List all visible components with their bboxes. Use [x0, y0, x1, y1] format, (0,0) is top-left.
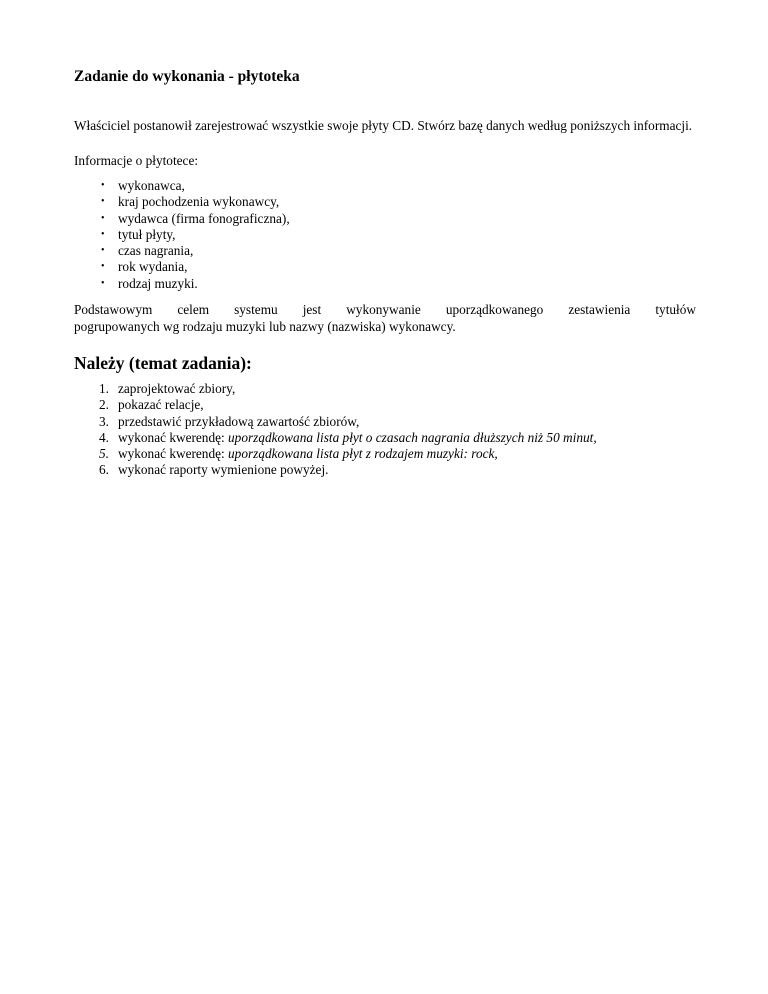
task-text: wykonać kwerendę:: [118, 429, 229, 445]
bullet-icon: •: [101, 277, 105, 289]
bullet-text: rodzaj muzyki.: [118, 275, 198, 291]
task-number: 1.: [99, 381, 109, 396]
task-number: 4.: [99, 429, 109, 445]
task-item: [74, 381, 597, 397]
summary-line-1: Podstawowym celem systemu jest wykonywanie uporządkowanego zestawienia tytułów: [74, 302, 696, 317]
task-number: 6.: [99, 462, 109, 478]
bullet-text: tytuł płyty,: [118, 226, 176, 242]
bullet-icon: •: [101, 180, 105, 191]
info-label: Informacje o płytotece:: [74, 153, 199, 168]
task-item: [74, 430, 597, 446]
bullet-item: [74, 194, 290, 210]
task-text: zaprojektować zbiory,: [118, 381, 236, 396]
summary-line-2: pogrupowanych wg rodzaju muzyki lub nazwy (nazwiska) wykonawcy.: [74, 318, 456, 334]
bullet-text: rok wydania,: [118, 259, 188, 275]
bullet-icon: •: [101, 228, 105, 240]
task-text: wykonać raporty wymienione powyżej.: [118, 462, 329, 478]
task-number: 2.: [99, 397, 109, 413]
task-text: przedstawić przykładową zawartość zbiorów,: [118, 413, 360, 429]
bullet-item: [74, 243, 290, 259]
task-text: pokazać relacje,: [118, 397, 204, 413]
intro-paragraph: Właściciel postanowił zarejestrować wszystkie swoje płyty CD. Stwórz bazę danych według poniższych informacji.: [74, 118, 693, 133]
task-number: 5.: [99, 446, 109, 462]
bullet-item: [74, 276, 290, 292]
task-item: [74, 397, 597, 413]
bullet-text: kraj pochodzenia wykonawcy,: [118, 194, 280, 210]
summary-paragraph: [74, 302, 696, 335]
bullet-item: [74, 211, 290, 227]
bullet-item: [74, 178, 290, 194]
task-text: wykonać kwerendę:: [118, 446, 229, 462]
document-title: Zadanie do wykonania - płytoteka: [74, 68, 300, 85]
bullet-text: czas nagrania,: [118, 243, 194, 259]
bullet-text: wykonawca,: [118, 178, 185, 193]
task-heading: Należy (temat zadania):: [74, 353, 252, 373]
bullet-icon: •: [101, 212, 105, 224]
task-emphasis: uporządkowana lista płyt o czasach nagrania dłuższych niż 50 minut,: [228, 429, 597, 445]
info-bullet-list: [74, 178, 290, 292]
bullet-text: wydawca (firma fonograficzna),: [118, 210, 290, 226]
task-list: [74, 381, 597, 479]
bullet-icon: •: [101, 261, 105, 273]
bullet-icon: •: [101, 196, 105, 208]
bullet-item: [74, 227, 290, 243]
bullet-icon: •: [101, 245, 105, 257]
task-item: [74, 414, 597, 430]
task-item: [74, 462, 597, 478]
task-number: 3.: [99, 413, 109, 429]
bullet-item: [74, 259, 290, 275]
task-emphasis: uporządkowana lista płyt z rodzajem muzyki: rock,: [228, 446, 498, 462]
task-item: [74, 446, 597, 462]
